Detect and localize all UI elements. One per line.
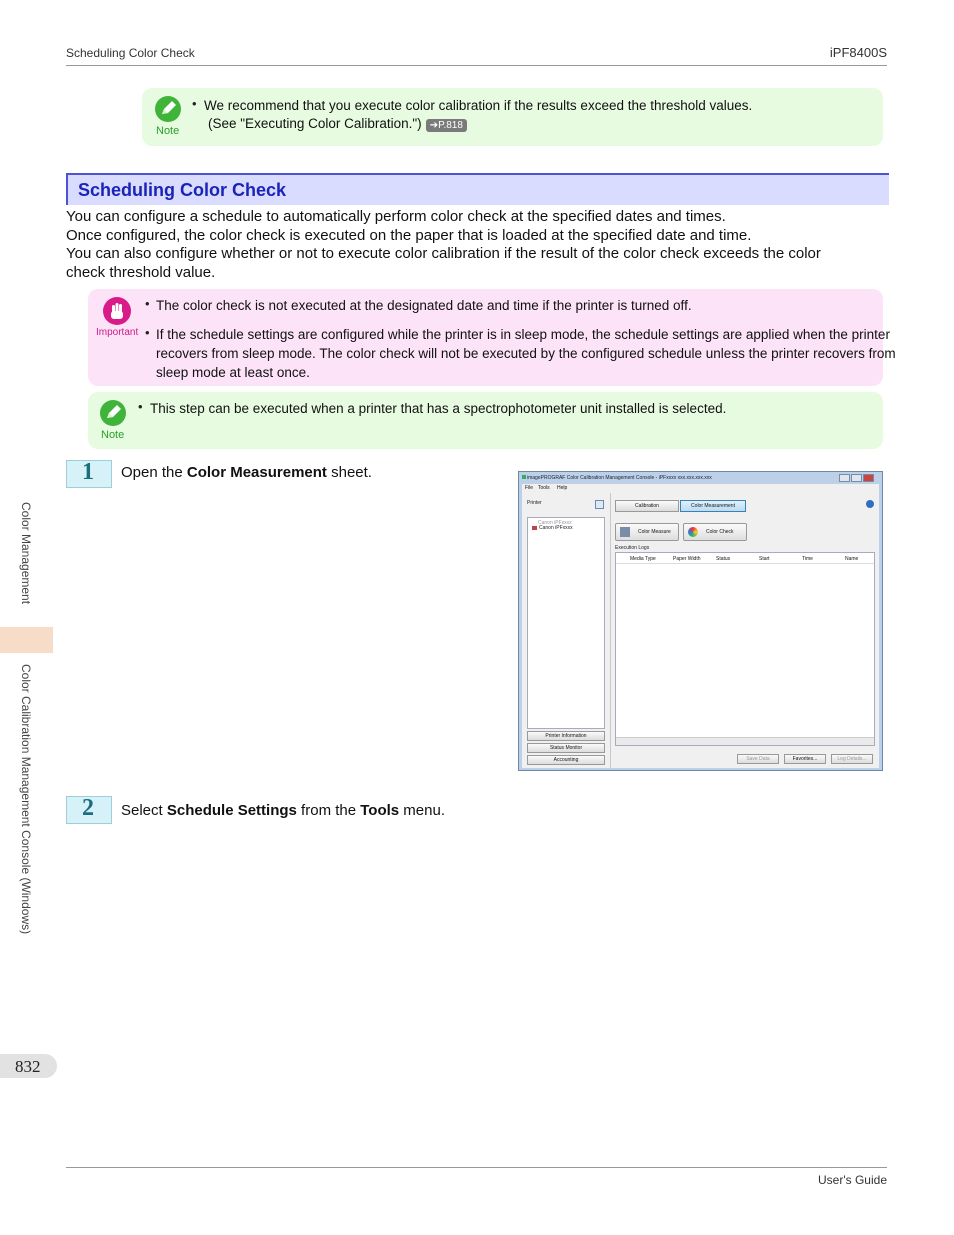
intro-paragraph xyxy=(66,208,821,282)
step-text xyxy=(121,802,445,819)
step-text-part: from the xyxy=(296,802,361,819)
note-pencil-icon xyxy=(155,96,181,122)
page-number-badge xyxy=(0,1054,57,1078)
execution-logs-label: Execution Logs xyxy=(615,545,650,551)
column-header[interactable]: Media Type xyxy=(630,556,656,562)
bullet-icon: • xyxy=(138,399,143,414)
important-hand-icon xyxy=(103,297,131,325)
menu-file[interactable]: File xyxy=(525,485,534,491)
horizontal-scrollbar[interactable] xyxy=(616,737,874,745)
minimize-icon[interactable] xyxy=(839,474,850,482)
window-title: imagePROGRAF Color Calibration Management Console - iPFxxxx xxx.xxx.xxx.xxx xyxy=(527,475,712,481)
tab-color-measurement[interactable]: Color Measurement xyxy=(680,500,746,512)
important-line: sleep mode at least once. xyxy=(156,365,310,380)
step-text-part: menu. xyxy=(399,802,445,819)
running-header-title: Scheduling Color Check xyxy=(66,46,195,60)
step-text xyxy=(121,464,372,481)
pane-divider xyxy=(610,493,611,768)
important-label: Important xyxy=(96,327,139,338)
column-header[interactable]: Paper Width xyxy=(673,556,701,562)
status-monitor-button[interactable]: Status Monitor xyxy=(527,743,605,753)
maximize-icon[interactable] xyxy=(851,474,862,482)
save-data-button[interactable]: Save Data xyxy=(737,754,779,764)
intro-line: Once configured, the color check is executed on the paper that is loaded at the specified date and time. xyxy=(66,226,752,244)
step-text-part: Open the xyxy=(121,464,187,481)
side-tab-chapter: Color Management xyxy=(19,502,33,605)
window-client-area xyxy=(522,493,879,768)
menu-bar xyxy=(522,484,879,493)
bullet-icon: • xyxy=(145,325,150,340)
close-icon[interactable] xyxy=(863,474,874,482)
page-reference-link[interactable]: ➔P.818 xyxy=(426,119,467,132)
color-measure-icon xyxy=(620,527,630,537)
printer-information-button[interactable]: Printer Information xyxy=(527,731,605,741)
tree-child[interactable]: Canon iPFxxxx xyxy=(539,525,573,531)
step-number-text: 1 xyxy=(82,459,94,485)
side-tab-marker xyxy=(0,627,53,653)
table-header xyxy=(616,553,874,564)
note-text: This step can be executed when a printer that has a spectrophotometer unit installed is selected. xyxy=(150,401,727,416)
note-label: Note xyxy=(101,429,125,441)
note-label: Note xyxy=(156,125,180,137)
footer-rule xyxy=(66,1167,887,1168)
menu-tools[interactable]: Tools xyxy=(538,485,550,491)
app-window-screenshot xyxy=(518,471,883,771)
important-item xyxy=(156,325,896,382)
printer-label: Printer xyxy=(527,500,542,506)
note-text xyxy=(208,114,467,133)
intro-line: You can configure a schedule to automatically perform color check at the specified dates and times. xyxy=(66,208,726,225)
favorites-button[interactable]: Favorites... xyxy=(784,754,826,764)
tab-calibration[interactable]: Calibration xyxy=(615,500,679,512)
printer-tree[interactable] xyxy=(527,517,605,729)
step-number-text: 2 xyxy=(82,795,94,821)
printer-icon xyxy=(532,526,537,530)
section-title: Scheduling Color Check xyxy=(78,180,287,200)
color-measure-button[interactable] xyxy=(615,523,679,541)
intro-line: check threshold value. xyxy=(66,263,216,281)
page-number: 832 xyxy=(15,1057,41,1076)
color-measure-label: Color Measure xyxy=(638,529,671,535)
app-icon xyxy=(522,475,526,479)
refresh-icon[interactable] xyxy=(595,500,604,509)
color-check-icon xyxy=(688,527,698,537)
important-line: recovers from sleep mode. The color check will not be executed by the configured schedule unless the printer recovers from xyxy=(156,346,896,361)
column-header[interactable]: Status xyxy=(716,556,731,562)
footer-text: User's Guide xyxy=(818,1173,887,1187)
intro-line: You can also configure whether or not to execute color calibration if the result of the color check exceeds the color xyxy=(66,245,821,262)
help-icon[interactable] xyxy=(866,500,874,508)
color-check-button[interactable] xyxy=(683,523,747,541)
note-pencil-icon xyxy=(100,400,126,426)
running-header-model: iPF8400S xyxy=(829,45,887,60)
step-text-part: sheet. xyxy=(326,464,372,481)
step-text-part: Select xyxy=(121,802,167,819)
step-text-bold: Color Measurement xyxy=(186,464,327,481)
bullet-icon: • xyxy=(145,296,150,311)
note-text: We recommend that you execute color calibration if the results exceed the threshold values. xyxy=(204,98,753,113)
execution-logs-table[interactable] xyxy=(615,552,875,746)
note-ref-text: (See "Executing Color Calibration.") xyxy=(208,116,422,131)
column-header[interactable]: Time xyxy=(802,556,813,562)
important-item: The color check is not executed at the designated date and time if the printer is turned off. xyxy=(156,298,692,313)
important-line: If the schedule settings are configured while the printer is in sleep mode, the schedule settings are applied when the printer xyxy=(156,327,890,342)
column-header[interactable]: Start xyxy=(759,556,770,562)
step-text-bold: Schedule Settings xyxy=(166,802,297,819)
color-check-label: Color Check xyxy=(706,529,734,535)
header-rule xyxy=(66,65,887,66)
step-number xyxy=(66,796,112,824)
step-number xyxy=(66,460,112,488)
step-text-bold: Tools xyxy=(360,802,400,819)
tree-parent[interactable]: Canon iPFxxxx xyxy=(538,520,572,526)
accounting-button[interactable]: Accounting xyxy=(527,755,605,765)
menu-help[interactable]: Help xyxy=(557,485,568,491)
bullet-icon: • xyxy=(192,96,197,111)
section-heading xyxy=(66,173,889,205)
side-tab-section: Color Calibration Management Console (Windows) xyxy=(19,664,33,935)
column-header[interactable]: Name xyxy=(845,556,859,562)
log-details-button[interactable]: Log Details... xyxy=(831,754,873,764)
